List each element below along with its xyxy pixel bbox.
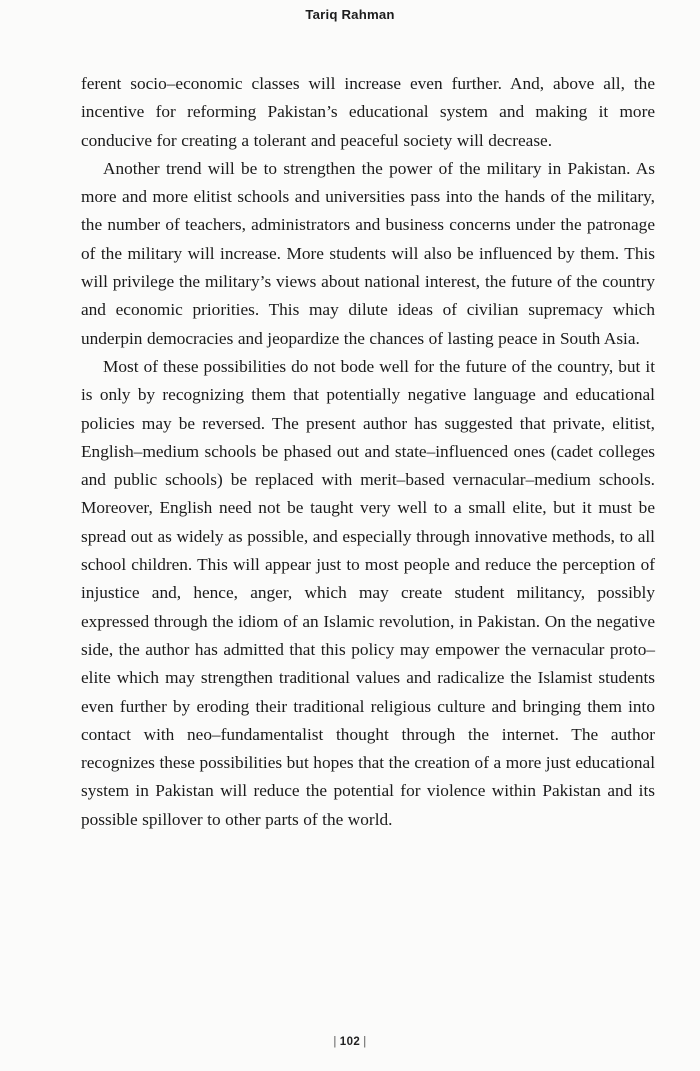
folio-rule-left: |: [333, 1036, 337, 1048]
folio-rule-right: |: [363, 1036, 367, 1048]
running-head-author: Tariq Rahman: [305, 7, 395, 22]
page-number: 102: [339, 1036, 361, 1048]
paragraph-continued: ferent socio–economic classes will increase even further. And, above all, the incentive for reforming Pakistan’s educational system and making it more conducive for creating a tolerant and peaceful society will decrease.: [81, 74, 655, 150]
paragraph-possibilities: Most of these possibilities do not bode well for the future of the country, but it is only by recognizing them that potentially negative language and educational policies may be reversed. The present author has suggested that private, elitist, English–medium schools be phased out and state–influenced ones (cadet colleges and public schools) be replaced with merit–based vernacular–medium schools. Moreover, English need not be taught very well to a small elite, but it must be spread out as widely as possible, and especially through innovative methods, to all school children. This will appear just to most people and reduce the perception of injustice and, hence, anger, which may create student militancy, possibly expressed through the idiom of an Islamic revolution, in Pakistan. On the negative side, the author has admitted that this policy may empower the vernacular proto–elite which may strengthen traditional values and radicalize the Islamist students even further by eroding their traditional religious culture and bringing them into contact with neo–fundamentalist thought through the internet. The author recognizes these possibilities but hopes that the creation of a more just educational system in Pakistan will reduce the potential for violence within Pakistan and its possible spillover to other parts of the world.: [81, 356, 655, 829]
body-text-column: [81, 70, 655, 834]
paragraph-military-trend: Another trend will be to strengthen the power of the military in Pakistan. As more and more elitist schools and universities pass into the hands of the military, the number of teachers, administrators and business concerns under the patronage of the military will increase. More students will also be influenced by them. This will privilege the military’s views about national interest, the future of the country and economic priorities. This may dilute ideas of civilian supremacy which underpin democracies and jeopardize the chances of lasting peace in South Asia.: [81, 158, 655, 348]
page-number-footer: [0, 1036, 700, 1048]
